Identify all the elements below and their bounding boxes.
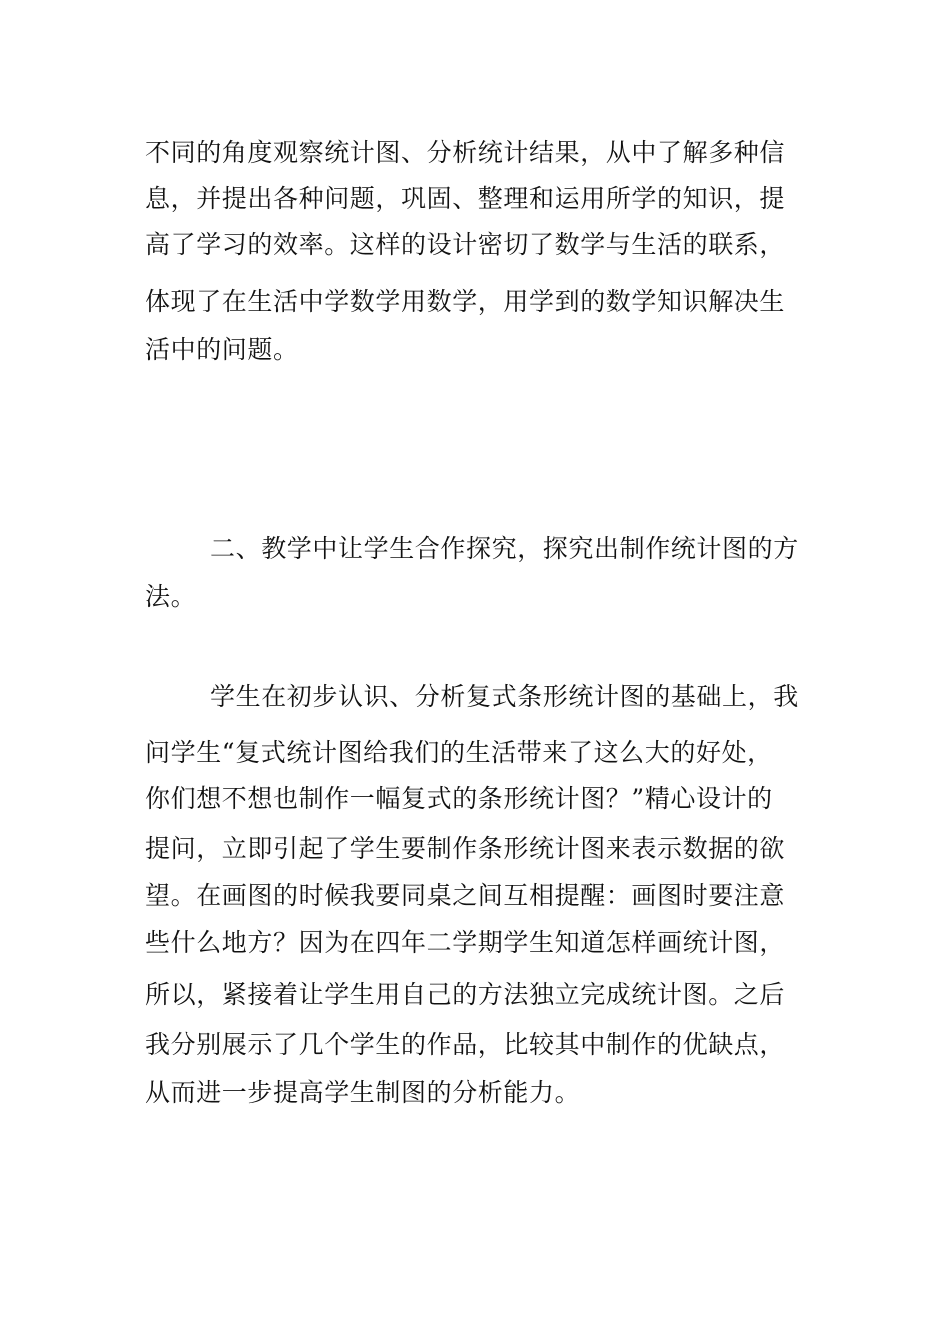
heading-line: 法。 [145,582,197,611]
text-line: 活中的问题。 [145,335,299,364]
text-line: 体现了在生活中学数学用数学，用学到的数学知识解决生 [145,287,786,316]
text-line: 学生在初步认识、分析复式条形统计图的基础上，我 [210,682,799,711]
text-line: 所以，紧接着让学生用自己的方法独立完成统计图。之后 [145,980,786,1009]
text-line: 我分别展示了几个学生的作品，比较其中制作的优缺点， [145,1030,786,1059]
text-line: 息，并提出各种问题，巩固、整理和运用所学的知识，提 [145,184,786,213]
text-line: 从而进一步提高学生制图的分析能力。 [145,1078,581,1107]
text-line: 问学生“复式统计图给我们的生活带来了这么大的好处， [145,738,773,767]
text-line: 高了学习的效率。这样的设计密切了数学与生活的联系， [145,230,786,259]
text-line: 不同的角度观察统计图、分析统计结果，从中了解多种信 [145,138,786,167]
text-line: 你们想不想也制作一幅复式的条形统计图？”精心设计的 [145,784,773,813]
text-line: 些什么地方？因为在四年二学期学生知道怎样画统计图， [145,928,786,957]
text-line: 提问，立即引起了学生要制作条形统计图来表示数据的欲 [145,834,786,863]
heading-line: 二、教学中让学生合作探究，探究出制作统计图的方 [210,534,799,563]
text-line: 望。在画图的时候我要同桌之间互相提醒：画图时要注意 [145,881,786,910]
